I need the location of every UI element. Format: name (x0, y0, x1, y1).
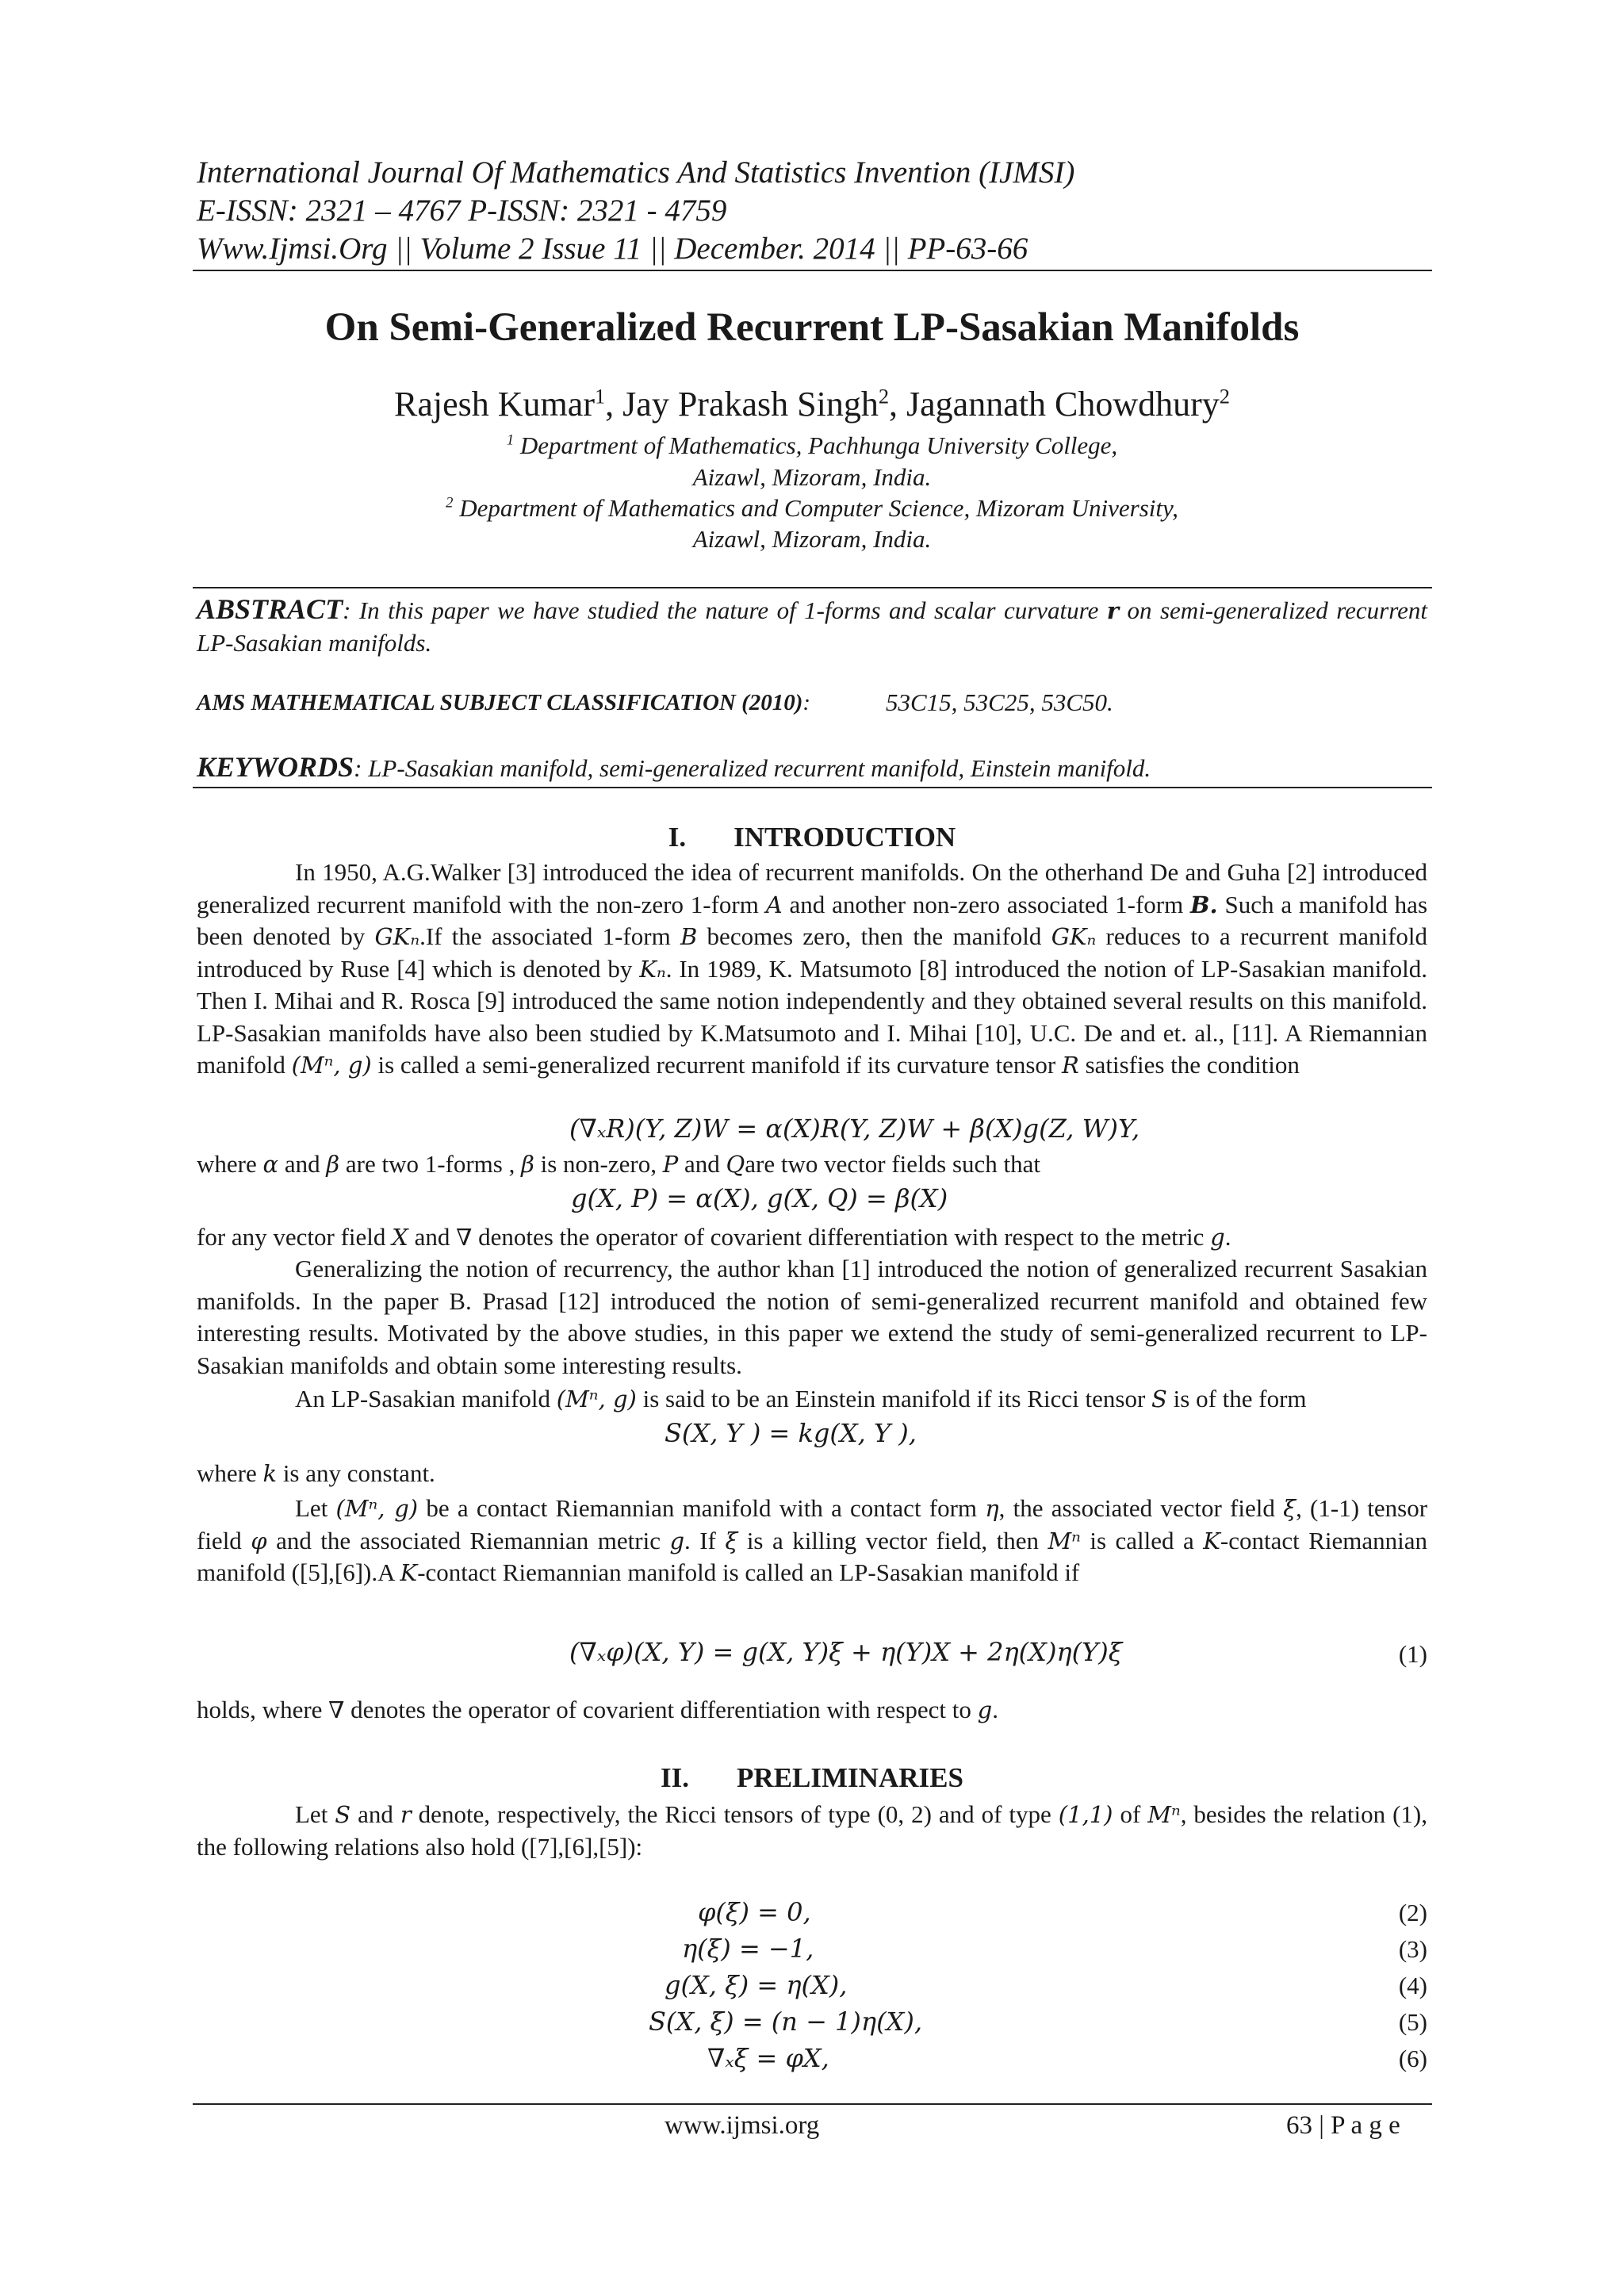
text-run: . (992, 1696, 998, 1723)
math-symbol: g (1210, 1224, 1225, 1251)
affil-sup: 1 (506, 431, 515, 449)
equation-number: (2) (1398, 1899, 1427, 1926)
intro-paragraph-1 (197, 857, 1427, 1082)
journal-volume: Www.Ijmsi.Org || Volume 2 Issue 11 || December. 2014 || PP-63-66 (197, 232, 1028, 266)
math-symbol: S (1151, 1386, 1167, 1412)
intro-paragraph-2: Generalizing the notion of recurrency, the author khan [1] introduced the notion of generalized recurrent Sasakian manifolds. In the paper B. Prasad [12] introduced the notion of semi-generalized recurrent manifold and obtained few interesting results. Motivated by the above studies, in this paper we extend the study of semi-generalized recurrent to LP-Sasakian manifolds and obtain some interesting results. (197, 1255, 1427, 1379)
section-number: I. (668, 822, 687, 853)
equation-5: S(X, ξ) = (n − 1)η(X), (649, 2007, 922, 2037)
text-run: .If the associated 1-form (419, 922, 680, 950)
equation-number: (5) (1398, 2008, 1427, 2036)
equation-3: η(ξ) = −1, (682, 1934, 814, 1964)
affil-text: Department of Mathematics and Computer Science, Mizoram University, (453, 494, 1178, 522)
math-symbol: ∇ (328, 1696, 345, 1723)
math-symbol: r (400, 1801, 412, 1828)
text-run: -contact Riemannian manifold ([5],[6]).A (197, 1526, 1427, 1586)
intro-vector-field-line (197, 1221, 1427, 1254)
math-symbol: B (680, 923, 698, 950)
text-run: for any vector field (197, 1223, 393, 1251)
text-run: is called a semi-generalized recurrent manifold if its curvature tensor (371, 1051, 1062, 1079)
math-symbol: Mⁿ (1048, 1527, 1081, 1554)
text-run: and the associated Riemannian metric (266, 1526, 670, 1554)
text-run: be a contact Riemannian manifold with a contact form (418, 1494, 986, 1522)
text-run: . (1224, 1223, 1231, 1251)
text-run: and (408, 1223, 457, 1251)
ams-codes: 53C15, 53C25, 53C50. (886, 688, 1113, 716)
intro-paragraph-3 (197, 1493, 1427, 1589)
journal-name: International Journal Of Mathematics And Statistics Invention (IJMSI) (197, 155, 1075, 190)
section-title: INTRODUCTION (733, 822, 956, 853)
equation-1: (∇ₓφ)(X, Y) = g(X, Y)ξ + η(Y)X + 2η(X)η(Y)ξ (569, 1637, 1123, 1667)
text-run: Let (295, 1800, 335, 1828)
affil-text: Department of Mathematics, Pachhunga University College, (514, 431, 1118, 459)
math-symbol: (Mⁿ, g) (291, 1052, 372, 1079)
math-symbol: ξ (725, 1527, 738, 1554)
text-run: reduces to a recurrent manifold introduced by Ruse [4] which is denoted by (197, 922, 1428, 983)
author-affil-sup: 2 (878, 384, 890, 408)
text-run: Such a manifold has been denoted by (197, 890, 1428, 950)
text-run: denotes the operator of covarient differentiation with respect to the metric (472, 1223, 1211, 1251)
math-symbol: ∇ (456, 1224, 473, 1251)
author-separator: , (889, 385, 907, 424)
math-symbol: Q (726, 1151, 745, 1178)
math-symbol: S (335, 1801, 351, 1828)
text-run: An LP-Sasakian manifold (295, 1385, 557, 1412)
footer-url[interactable]: www.ijmsi.org (665, 2111, 820, 2140)
text-run: denote, respectively, the Ricci tensors of type (0, 2) and of type (411, 1800, 1059, 1828)
math-symbol: k (262, 1460, 278, 1487)
equation-number: (4) (1398, 1972, 1427, 1999)
affiliation-1 (0, 431, 1624, 460)
text-run: are two vector fields such that (745, 1150, 1041, 1178)
text-run: -contact Riemannian manifold is called an LP-Sasakian manifold if (417, 1558, 1080, 1586)
author-name: Rajesh Kumar (394, 385, 595, 424)
equation-einstein: S(X, Y ) = kg(X, Y ), (665, 1418, 917, 1448)
math-symbol: K (400, 1559, 418, 1586)
intro-einstein-line (197, 1383, 1427, 1416)
journal-issn: E-ISSN: 2321 – 4767 P-ISSN: 2321 - 4759 (197, 194, 727, 228)
equation-6: ∇ₓξ = φX, (707, 2043, 829, 2073)
text-run: is of the form (1166, 1385, 1307, 1412)
math-symbol: (Mⁿ, g) (556, 1386, 637, 1412)
author-separator: , (605, 385, 623, 424)
text-run: denotes the operator of covarient differentiation with respect to (344, 1696, 978, 1723)
equation-4: g(X, ξ) = η(X), (665, 1970, 848, 2000)
section-heading-introduction (0, 822, 1624, 853)
text-run: and another non-zero associated 1-form (782, 890, 1191, 918)
text-run: , the associated vector field (998, 1494, 1284, 1522)
intro-constant-line (197, 1458, 1427, 1490)
equation-number: (1) (1398, 1640, 1427, 1668)
math-symbol: Mⁿ (1147, 1801, 1181, 1828)
math-symbol: A (765, 891, 783, 918)
math-symbol: α (262, 1151, 279, 1178)
text-run: where (197, 1459, 263, 1487)
math-symbol: (Mⁿ, g) (335, 1495, 419, 1522)
prelim-paragraph (197, 1799, 1427, 1863)
text-run: where (197, 1150, 263, 1178)
math-symbol: P (662, 1151, 679, 1178)
text-run: and (678, 1150, 726, 1178)
author-line (0, 384, 1624, 424)
text-run: are two 1-forms , (339, 1150, 522, 1178)
equation-number: (3) (1398, 1935, 1427, 1963)
affiliation-1-city: Aizawl, Mizoram, India. (692, 463, 932, 491)
math-symbol: Kₙ (639, 955, 666, 983)
math-symbol: X (392, 1224, 408, 1251)
text-run: and (278, 1150, 327, 1178)
abstract-text: : In this paper we have studied the nature of 1-forms and scalar curvature (343, 596, 1107, 624)
math-symbol: φ (251, 1527, 267, 1554)
text-run: is called a (1080, 1526, 1204, 1554)
text-run: satisfies the condition (1078, 1051, 1300, 1079)
affiliation-2-city: Aizawl, Mizoram, India. (692, 525, 932, 553)
footer-rule (193, 2103, 1432, 2105)
text-run: is any constant. (277, 1459, 435, 1487)
section-title: PRELIMINARIES (737, 1762, 963, 1793)
ams-classification (197, 690, 810, 716)
equation-recurrence: (∇ₓR)(Y, Z)W = α(X)R(Y, Z)W + β(X)g(Z, W)Y, (569, 1114, 1140, 1144)
section-number: II. (661, 1762, 690, 1793)
math-symbol: β (326, 1151, 340, 1178)
math-symbol: g (977, 1696, 993, 1723)
math-symbol: K (1203, 1527, 1220, 1554)
text-run: becomes zero, then the manifold (697, 922, 1051, 950)
abstract-top-rule (193, 587, 1432, 588)
intro-closing-line (197, 1694, 1427, 1727)
ams-colon: : (802, 690, 811, 715)
ams-label: AMS MATHEMATICAL SUBJECT CLASSIFICATION (2010) (197, 690, 803, 715)
author-affil-sup: 2 (1219, 384, 1230, 408)
author-name: Jagannath Chowdhury (906, 385, 1220, 424)
math-symbol: GKₙ (1051, 923, 1097, 950)
text-run: . If (684, 1526, 726, 1554)
math-symbol: r (1106, 597, 1120, 624)
keywords-label: KEYWORDS (197, 751, 354, 783)
author-affil-sup: 1 (594, 384, 606, 408)
text-run: of (1113, 1800, 1148, 1828)
keywords-bottom-rule (193, 787, 1432, 788)
text-run: and (350, 1800, 400, 1828)
keywords (197, 750, 1151, 784)
math-symbol: (1,1) (1058, 1801, 1113, 1828)
text-run: Let (295, 1494, 336, 1522)
text-run: , besides the relation (1), the following relations also hold ([7],[6],[5]): (197, 1800, 1428, 1861)
text-run: is a killing vector field, then (737, 1526, 1048, 1554)
abstract-text: on semi-generalized recurrent LP-Sasakian manifolds. (197, 596, 1428, 657)
author-name: Jay Prakash Singh (622, 385, 879, 424)
equation-p-q: g(X, P) = α(X), g(X, Q) = β(X) (571, 1183, 948, 1213)
equation-number: (6) (1398, 2045, 1427, 2072)
text-run: In 1950, A.G.Walker [3] introduced the idea of recurrent manifolds. On the otherhand De and Guha [2] introduced generalized recurrent manifold with the non-zero 1-form (197, 858, 1427, 918)
math-symbol: η (985, 1495, 999, 1522)
text-run: . In 1989, K. Matsumoto [8] introduced the notion of LP-Sasakian manifold. Then I. Mihai and R. Rosca [9] introduced the same notion independently and they obtained several results on this manifold. LP-Sasakian manifolds have also been studied by K.Matsumoto and I. Mihai [10], U.C. De and et. al., [11]. A Riemannian manifold (197, 954, 1428, 1079)
math-symbol: ξ (1283, 1495, 1297, 1522)
keywords-text: : LP-Sasakian manifold, semi-generalized recurrent manifold, Einstein manifold. (354, 754, 1151, 782)
paper-title: On Semi-Generalized Recurrent LP-Sasakian Manifolds (324, 305, 1300, 350)
section-heading-preliminaries (0, 1762, 1624, 1794)
equation-2: φ(ξ) = 0, (698, 1897, 811, 1927)
math-symbol: GKₙ (374, 923, 420, 950)
text-run: holds, where (197, 1696, 329, 1723)
affiliation-2 (0, 494, 1624, 523)
text-run: is non-zero, (534, 1150, 663, 1178)
footer-page-number: 63 | P a g e (1286, 2111, 1400, 2140)
math-symbol: B. (1190, 891, 1218, 918)
abstract (197, 593, 1427, 659)
math-symbol: β (521, 1151, 534, 1178)
math-symbol: R (1061, 1052, 1079, 1079)
math-symbol: g (669, 1527, 685, 1554)
text-run: is said to be an Einstein manifold if its Ricci tensor (636, 1385, 1152, 1412)
intro-where-line (197, 1148, 1427, 1181)
text-run: , (1-1) tensor field (197, 1494, 1428, 1554)
abstract-label: ABSTRACT (197, 593, 343, 625)
affil-sup: 2 (446, 494, 454, 512)
header-rule (193, 270, 1432, 271)
